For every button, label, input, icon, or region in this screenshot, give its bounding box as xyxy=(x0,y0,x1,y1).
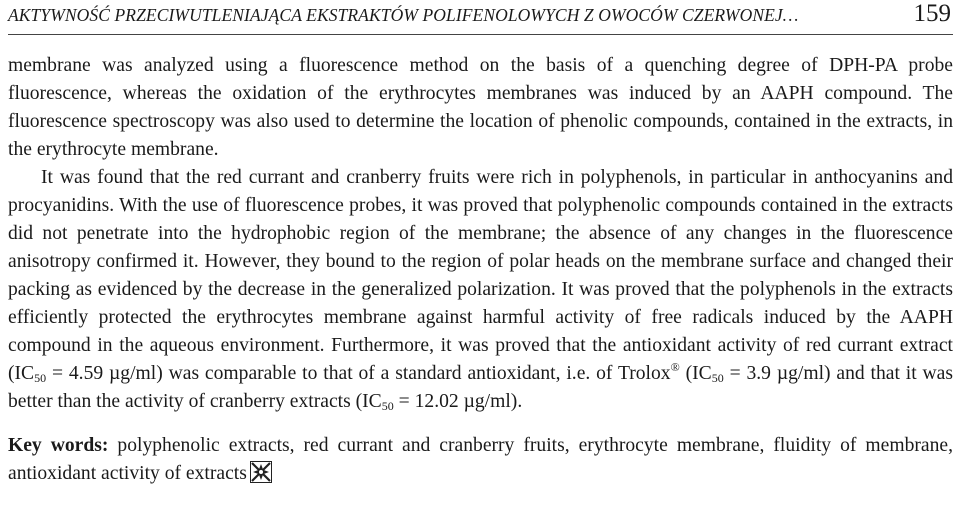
page-number: 159 xyxy=(913,0,951,27)
running-header xyxy=(8,0,953,35)
ic50-subscript: 50 xyxy=(381,399,394,413)
paragraph-1-text: membrane was analyzed using a fluorescence method on the basis of a quenching degree of DPH-PA probe fluorescence, whereas the oxidation of the erythrocytes membranes was induced by an AAPH compound. The fluorescence spectroscopy was also used to determine the location of phenolic compounds, contained in the extracts, in the erythrocyte membrane. xyxy=(8,55,953,160)
paragraph-2-text-b: = 4.59 µg/ml) was comparable to that of a standard antioxidant, i.e. of Trolox xyxy=(46,363,671,384)
running-title: AKTYWNOŚĆ PRZECIWUTLENIAJĄCA EKSTRAKTÓW POLIFENOLOWYCH Z OWOCÓW CZERWONEJ… xyxy=(8,5,799,25)
registered-mark: ® xyxy=(670,360,680,374)
paragraph-1 xyxy=(8,52,953,164)
ic50-subscript: 50 xyxy=(711,371,724,385)
paragraph-2-text-e: = 12.02 µg/ml). xyxy=(393,391,523,412)
abstract-body xyxy=(8,52,953,416)
keywords-section xyxy=(8,432,953,488)
paragraph-2-text-a: It was found that the red currant and cranberry fruits were rich in polyphenols, in particular in anthocyanins and procyanidins. With the use of fluorescence probes, it was proved that polyphenolic compounds contained in the extracts did not penetrate into the hydrophobic region of the membrane; the absence of any changes in the fluorescence anisotropy confirmed it. However, they bound to the region of polar heads on the membrane surface and changed their packing as evidenced by the decrease in the generalized polarization. It was proved that the polyphenols in the extracts efficiently protected the erythrocytes membrane against harmful activity of free radicals induced by the AAPH compound in the aqueous environment. Furthermore, it was proved that the antioxidant activity of red currant extract (IC xyxy=(8,167,953,384)
paragraph-2-text-d: = 3.9 µg/ml) and that it was better than the activity of cranberry extracts (IC xyxy=(8,363,953,412)
keywords-text: polyphenolic extracts, red currant and cranberry fruits, erythrocyte membrane, fluidity of membrane, antioxidant activity of extracts xyxy=(8,435,953,484)
paragraph-2-text-c: (IC xyxy=(679,363,712,384)
end-mark-icon xyxy=(250,461,272,483)
document-page xyxy=(8,0,953,488)
keywords-label: Key words: xyxy=(8,435,109,456)
ic50-subscript: 50 xyxy=(34,371,47,385)
paragraph-2 xyxy=(8,164,953,416)
